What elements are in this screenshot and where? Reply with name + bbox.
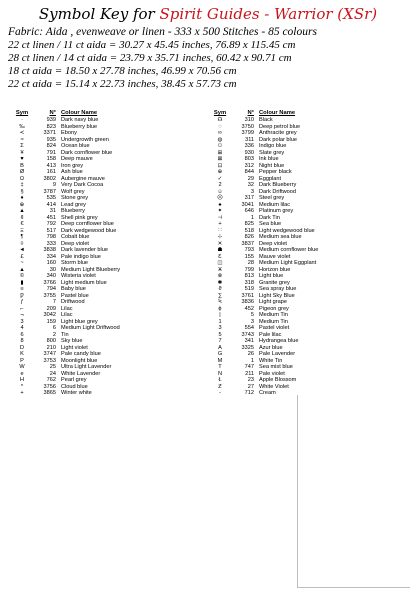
symbol-cell: ▲ — [19, 266, 25, 273]
number-cell: 3799 — [241, 130, 254, 136]
colour-name-cell: Light medium blue — [61, 279, 107, 286]
number-cell: 535 — [46, 195, 56, 201]
colour-name-cell: Pastel violet — [259, 325, 290, 331]
colour-name-cell: Pale candy blue — [61, 351, 101, 357]
colour-name-cell: Medium lilac — [259, 201, 291, 208]
number-cell: 939 — [46, 117, 56, 123]
number-cell: 3837 — [241, 240, 254, 247]
symbol-table-right — [208, 110, 358, 397]
number-cell: 159 — [46, 318, 56, 325]
header-name: Colour Name — [61, 110, 98, 116]
colour-name-cell: Blueberry blue — [61, 123, 98, 130]
number-cell: 3761 — [241, 292, 254, 299]
number-cell: 27 — [247, 383, 254, 390]
size-line: 28 ct linen / 14 ct aida = 23.79 x 35.71 inches, 60.42 x 90.71 cm — [8, 52, 292, 64]
number-cell: 317 — [244, 195, 254, 201]
colour-name-cell: Light Sky Blue — [259, 292, 295, 299]
number-cell: 3743 — [241, 331, 254, 338]
colour-name-cell: Sky blue — [61, 338, 83, 344]
number-cell: 5 — [250, 312, 254, 318]
number-cell: 318 — [244, 279, 254, 286]
colour-name-cell: Indigo blue — [259, 143, 287, 149]
size-line: 22 ct linen / 11 ct aida = 30.27 x 45.45 inches, 76.89 x 115.45 cm — [8, 39, 296, 51]
symbol-cell: D — [19, 344, 25, 351]
number-cell: 712 — [244, 390, 254, 396]
colour-name-cell: Pigeon grey — [259, 305, 289, 312]
symbol-cell: ◌ — [218, 123, 222, 130]
colour-name-cell: Dark polar blue — [259, 136, 297, 143]
symbol-cell: ≡ — [20, 286, 24, 292]
colour-name-cell: Deep mauve — [61, 156, 93, 162]
number-cell: 799 — [244, 266, 254, 273]
number-cell: 3865 — [43, 390, 56, 396]
symbol-cell: 1 — [218, 318, 222, 325]
symbol-cell: | — [219, 312, 221, 318]
colour-name-cell: Hydrangea blue — [259, 338, 299, 344]
number-cell: 844 — [244, 169, 254, 175]
colour-name-cell: Driftwood — [61, 299, 85, 305]
colour-name-cell: Lead grey — [61, 201, 86, 208]
number-cell: 762 — [46, 377, 56, 383]
number-cell: 9 — [52, 182, 56, 188]
symbol-cell: N — [217, 370, 223, 377]
symbol-cell: ☹ — [217, 195, 223, 201]
colour-name-cell: Slate grey — [259, 149, 285, 156]
colour-name-cell: Dark wedgewood blue — [61, 227, 117, 234]
colour-name-cell: Lilac — [61, 305, 73, 312]
fabric-specs — [8, 26, 413, 91]
size-line: 22 ct aida = 15.14 x 22.73 inches, 38.45 x 57.73 cm — [8, 78, 237, 90]
colour-name-cell: Dark Tin — [259, 214, 280, 221]
number-cell: 3766 — [43, 279, 56, 286]
number-cell: 6 — [52, 325, 56, 331]
colour-name-cell: Pearl grey — [61, 377, 87, 383]
colour-name-cell: Light blue — [259, 273, 284, 279]
symbol-cell: ✓ — [217, 175, 223, 182]
symbol-cell: ¢ — [20, 214, 24, 221]
symbol-cell: ϕ — [218, 305, 222, 312]
number-cell: 794 — [46, 286, 56, 292]
colour-name-cell: Lilac — [61, 312, 73, 318]
colour-name-cell: Deep petrol blue — [259, 123, 301, 130]
colour-name-cell: White Violet — [259, 383, 289, 390]
number-cell: 3756 — [43, 383, 56, 390]
number-cell: 28 — [247, 260, 254, 266]
colour-name-cell: White Tin — [259, 357, 283, 364]
symbol-cell: Ł — [218, 377, 222, 383]
colour-name-cell: Azur blue — [259, 344, 283, 351]
colour-name-cell: Dark Blueberry — [259, 182, 297, 188]
header-name: Colour Name — [259, 110, 296, 116]
colour-name-cell: Tin — [61, 331, 69, 338]
number-cell: 3802 — [43, 175, 56, 182]
symbol-cell: ⊕ — [19, 201, 25, 208]
colour-name-cell: Ocean blue — [61, 143, 90, 149]
colour-name-cell: Winter white — [61, 390, 92, 396]
colour-name-cell: Black — [259, 117, 273, 123]
number-cell: 554 — [244, 325, 254, 331]
number-cell: 1 — [250, 357, 254, 364]
symbol-cell: ◄ — [19, 247, 25, 253]
symbol-cell: 2 — [218, 182, 222, 188]
colour-name-cell: Medium Tin — [259, 312, 288, 318]
colour-name-cell: Pale indigo blue — [61, 253, 101, 260]
colour-name-cell: Dark navy blue — [61, 117, 99, 123]
colour-name-cell: Ash blue — [61, 169, 83, 175]
symbol-cell: K — [20, 351, 24, 357]
colour-name-cell: Cream — [259, 390, 276, 396]
symbol-cell: ✱ — [217, 279, 223, 286]
number-cell: 312 — [244, 162, 254, 169]
symbol-cell: 3 — [218, 325, 222, 331]
table-row — [10, 390, 160, 397]
empty-frame — [297, 395, 410, 588]
symbol-cell: ∑ — [218, 292, 222, 299]
symbol-cell: G — [217, 351, 223, 357]
symbol-cell: ♠ — [218, 201, 222, 208]
symbol-cell: 7 — [218, 338, 222, 344]
number-cell: 161 — [46, 169, 56, 175]
colour-name-cell: Night blue — [259, 162, 285, 169]
number-cell: 2 — [52, 331, 56, 338]
title-prefix: Symbol Key for — [38, 5, 155, 23]
symbol-cell: ϑ — [218, 286, 222, 292]
symbol-cell: ∞ — [218, 130, 222, 136]
number-cell: 825 — [244, 221, 254, 227]
symbol-cell: ✦ — [217, 208, 223, 214]
number-cell: 334 — [46, 253, 56, 260]
colour-name-cell: Cloud blue — [61, 383, 88, 390]
colour-name-cell: Wolf grey — [61, 188, 85, 195]
symbol-cell: 3 — [20, 318, 24, 325]
colour-name-cell: Stone grey — [61, 195, 89, 201]
number-cell: 800 — [46, 338, 56, 344]
symbol-cell: ∷ — [218, 227, 222, 234]
colour-name-cell: Medium sea blue — [259, 234, 302, 240]
number-cell: 310 — [244, 117, 254, 123]
fabric-line: Fabric: Aida , evenweave or linen - 333 x 500 Stitches - 85 colours — [8, 26, 317, 38]
number-cell: 32 — [247, 182, 254, 188]
colour-name-cell: Light grape — [259, 299, 287, 305]
symbol-cell: 6 — [20, 331, 24, 338]
colour-name-cell: Pale Lavender — [259, 351, 296, 357]
symbol-cell: ▲ — [19, 208, 25, 214]
symbol-cell: M — [217, 357, 223, 364]
symbol-cell: ¶ — [20, 234, 24, 240]
symbol-table-left — [10, 110, 160, 397]
colour-name-cell: Deep violet — [61, 240, 89, 247]
header-num: N° — [49, 110, 56, 116]
number-cell: 26 — [247, 351, 254, 357]
header-sym: Sym — [213, 110, 227, 116]
number-cell: 31 — [49, 208, 56, 214]
colour-name-cell: Dark cornflower blue — [61, 149, 113, 156]
number-cell: 209 — [46, 305, 56, 312]
symbol-cell: H — [19, 377, 25, 383]
number-cell: 935 — [46, 136, 56, 143]
symbol-cell: T — [218, 364, 222, 370]
colour-name-cell: Ink blue — [259, 156, 279, 162]
number-cell: 3838 — [43, 247, 56, 253]
symbol-cell: ⊕ — [217, 169, 223, 175]
colour-name-cell: Aubergine mauve — [61, 175, 105, 182]
colour-name-cell: Granite grey — [259, 279, 290, 286]
number-cell: 3836 — [241, 299, 254, 305]
symbol-cell: ♦ — [20, 195, 24, 201]
number-cell: 803 — [244, 156, 254, 162]
number-cell: 336 — [244, 143, 254, 149]
colour-name-cell: Apple Blossom — [259, 377, 297, 383]
colour-name-cell: Medium Light Driftwood — [61, 325, 120, 331]
symbol-cell: + — [20, 390, 24, 396]
symbol-cell: * — [20, 383, 24, 390]
colour-name-cell: Undergrowth green — [61, 136, 109, 143]
colour-name-cell: Medium Light Eggplant — [259, 260, 317, 266]
symbol-cell: ≺ — [19, 130, 25, 136]
symbol-cell: ~ — [20, 260, 24, 266]
colour-name-cell: White Lavender — [61, 370, 101, 377]
colour-name-cell: Steel grey — [259, 195, 285, 201]
symbol-cell: ◫ — [217, 260, 223, 266]
colour-name-cell: Platinum grey — [259, 208, 294, 214]
symbol-cell: 5 — [218, 331, 222, 338]
colour-name-cell: Light wedgewood blue — [259, 227, 315, 234]
number-cell: 798 — [46, 234, 56, 240]
number-cell: 3041 — [241, 201, 254, 208]
number-cell: 813 — [244, 273, 254, 279]
number-cell: 3 — [250, 318, 254, 325]
symbol-cell: ‡ — [20, 182, 24, 188]
symbol-cell: A — [218, 344, 222, 351]
symbol-cell: P — [20, 357, 24, 364]
colour-name-cell: Ebony — [61, 130, 77, 136]
symbol-cell: ⊹ — [217, 234, 223, 240]
colour-name-cell: Mauve violet — [259, 253, 291, 260]
number-cell: 747 — [244, 364, 254, 370]
symbol-cell: 4 — [20, 325, 24, 331]
colour-name-cell: Pastel blue — [61, 292, 89, 299]
symbol-cell: · — [21, 117, 23, 123]
number-cell: 3371 — [43, 130, 56, 136]
number-cell: 414 — [46, 201, 56, 208]
colour-name-cell: Ultra Light Lavender — [61, 364, 112, 370]
number-cell: 517 — [46, 227, 56, 234]
number-cell: 25 — [49, 364, 56, 370]
colour-name-cell: Eggplant — [259, 175, 282, 182]
number-cell: 23 — [247, 377, 254, 383]
number-cell: 646 — [244, 208, 254, 214]
symbol-cell: Ω — [19, 175, 25, 182]
colour-name-cell: Horizon blue — [259, 266, 291, 273]
colour-name-cell: Sea mist blue — [259, 364, 293, 370]
number-cell: 333 — [46, 240, 56, 247]
symbol-cell: ⊞ — [217, 149, 223, 156]
symbol-cell: 8 — [20, 338, 24, 344]
symbol-cell: - — [219, 390, 221, 396]
symbol-cell: ¥ — [20, 149, 24, 156]
symbol-cell: Ϟ — [218, 299, 222, 305]
symbol-cell: ⊠ — [217, 156, 223, 162]
symbol-cell: ◍ — [217, 136, 223, 143]
colour-name-cell: Anthracite grey — [259, 130, 297, 136]
symbol-cell: Ʃ — [20, 143, 24, 149]
number-cell: 3325 — [241, 344, 254, 351]
colour-name-cell: Light violet — [61, 344, 88, 351]
symbol-cell: + — [218, 221, 222, 227]
number-cell: 413 — [46, 162, 56, 169]
symbol-cell: W — [19, 364, 25, 370]
colour-name-cell: Very Dark Cocoa — [61, 182, 104, 188]
number-cell: 3747 — [43, 351, 56, 357]
symbol-cell: € — [20, 221, 24, 227]
colour-name-cell: Dark Driftwood — [259, 188, 296, 195]
number-cell: 158 — [46, 156, 56, 162]
colour-name-cell: Shell pink grey — [61, 214, 98, 221]
number-cell: 7 — [52, 299, 56, 305]
number-cell: 451 — [46, 214, 56, 221]
number-cell: 519 — [244, 286, 254, 292]
symbol-cell: ♥ — [20, 156, 24, 162]
colour-name-cell: Iron grey — [61, 162, 84, 169]
colour-name-cell: Cobalt blue — [61, 234, 90, 240]
number-cell: 452 — [244, 305, 254, 312]
number-cell: 24 — [49, 370, 56, 377]
symbol-cell: e — [20, 370, 24, 377]
colour-name-cell: Medium cornflower blue — [259, 247, 319, 253]
symbol-cell: ≈ — [20, 136, 24, 143]
colour-name-cell: Pale lilac — [259, 331, 282, 338]
colour-name-cell: Baby blue — [61, 286, 86, 292]
number-cell: 29 — [247, 175, 254, 182]
number-cell: 210 — [46, 344, 56, 351]
symbol-cell: Ξ — [20, 227, 24, 234]
number-cell: 341 — [244, 338, 254, 344]
symbol-cell: ‰ — [19, 123, 25, 130]
table-header — [208, 110, 358, 117]
number-cell: 824 — [46, 143, 56, 149]
colour-name-cell: Medium Tin — [259, 318, 288, 325]
colour-name-cell: Medium Light Blueberry — [61, 266, 121, 273]
colour-name-cell: Blueberry — [61, 208, 85, 214]
number-cell: 3755 — [43, 292, 56, 299]
symbol-cell: § — [20, 188, 24, 195]
number-cell: 211 — [245, 370, 254, 377]
symbol-cell: £ — [20, 253, 24, 260]
colour-name-cell: Light blue grey — [61, 318, 98, 325]
number-cell: 155 — [244, 253, 254, 260]
symbol-cell: ▮ — [20, 279, 24, 286]
header-sym: Sym — [15, 110, 29, 116]
number-cell: 792 — [46, 221, 56, 227]
size-line: 18 ct aida = 18.50 x 27.78 inches, 46.99 x 70.56 cm — [8, 65, 237, 77]
symbol-cell: ƒ — [20, 299, 24, 305]
colour-name-cell: Deep cornflower blue — [61, 221, 114, 227]
colour-name-cell: Dark lavender blue — [61, 247, 108, 253]
number-cell: 3042 — [43, 312, 56, 318]
symbol-cell: B — [20, 162, 24, 169]
number-cell: 793 — [244, 247, 254, 253]
number-cell: 340 — [46, 273, 56, 279]
number-cell: 30 — [49, 266, 56, 273]
symbol-cell: ◊ — [20, 240, 24, 247]
symbol-cell: © — [19, 273, 25, 279]
number-cell: 1 — [250, 214, 254, 221]
symbol-cell: Ø — [19, 169, 25, 175]
colour-name-cell: Deep violet — [259, 240, 287, 247]
symbol-cell: Ɛ — [218, 253, 222, 260]
number-cell: 3750 — [241, 123, 254, 130]
number-cell: 311 — [245, 136, 254, 143]
symbol-cell: ☺ — [217, 188, 223, 195]
symbol-cell: ⚇ — [217, 143, 223, 149]
number-cell: 826 — [244, 234, 254, 240]
colour-name-cell: Storm blue — [61, 260, 89, 266]
colour-name-cell: Sea blue — [259, 221, 282, 227]
colour-name-cell: Pale violet — [259, 370, 285, 377]
symbol-cell: ☗ — [217, 247, 223, 253]
header-num: N° — [247, 110, 254, 116]
colour-name-cell: Sea spray blue — [259, 286, 297, 292]
number-cell: 930 — [244, 149, 254, 156]
colour-name-cell: Pepper black — [259, 169, 292, 175]
symbol-cell: ⊣ — [217, 214, 223, 221]
symbol-cell: ✕ — [217, 240, 223, 247]
symbol-cell: Ƶ — [218, 383, 222, 390]
design-name: Spirit Guides - Warrior (XSr) — [159, 5, 378, 23]
colour-name-cell: Wisteria violet — [61, 273, 96, 279]
number-cell: 3787 — [43, 188, 56, 195]
symbol-cell: ¬ — [20, 312, 24, 318]
table-header — [10, 110, 160, 117]
colour-name-cell: Moonlight blue — [61, 357, 98, 364]
page-title — [0, 4, 416, 24]
symbol-cell: Ƿ — [20, 292, 24, 299]
number-cell: 3753 — [43, 357, 56, 364]
number-cell: 518 — [244, 227, 254, 234]
symbol-cell: ⊗ — [217, 273, 223, 279]
number-cell: 823 — [46, 123, 56, 130]
symbol-cell: ⌐ — [20, 305, 24, 312]
number-cell: 3 — [250, 188, 254, 195]
number-cell: 160 — [46, 260, 56, 266]
number-cell: 791 — [46, 149, 56, 156]
symbol-cell: ☊ — [217, 117, 223, 123]
symbol-cell: Ӿ — [218, 266, 222, 273]
symbol-cell: ⊡ — [217, 162, 223, 169]
